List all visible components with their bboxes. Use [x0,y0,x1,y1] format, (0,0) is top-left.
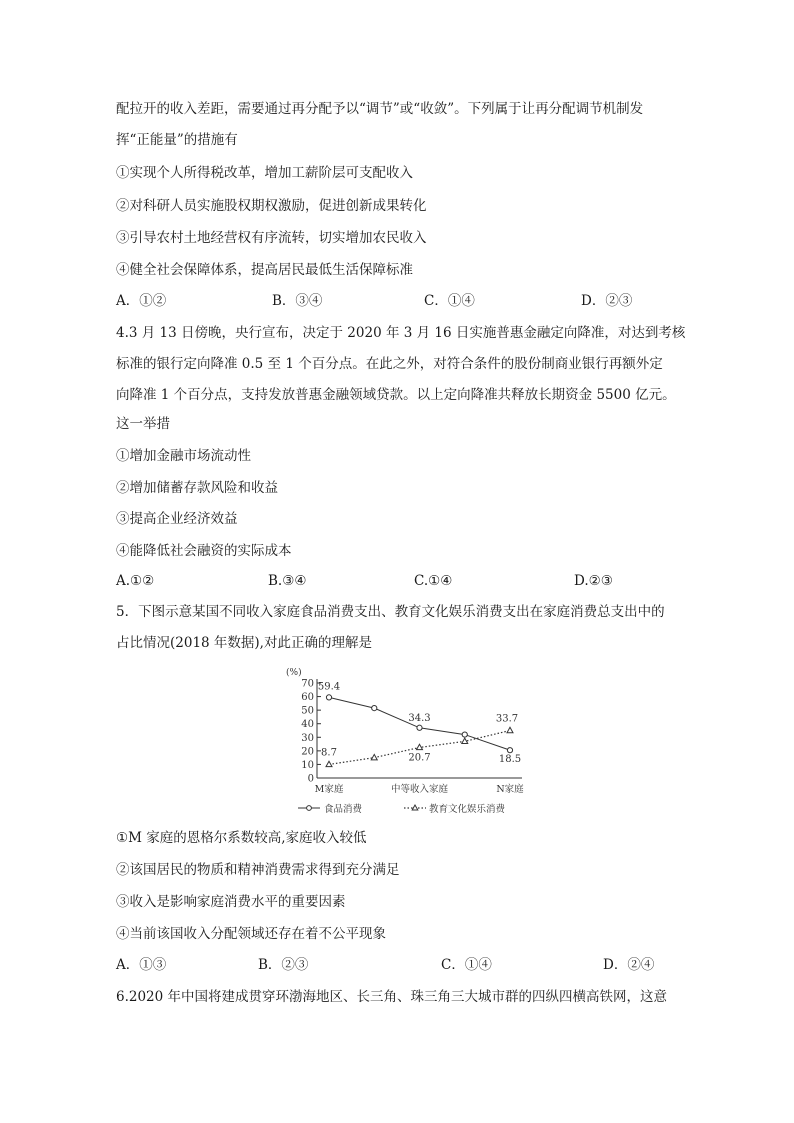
q3-statement-4: ④健全社会保障体系，提高居民最低生活保障标准 [116,262,413,278]
q3-option-a[interactable]: A．①② [116,293,167,309]
food-data-point [372,706,377,711]
y-tick-label: 0 [307,773,314,785]
data-label: 34.3 [408,712,431,724]
q3-option-b[interactable]: B．③④ [272,293,323,309]
education-data-point [371,754,377,759]
q6-stem-line-1: 6.2020 年中国将建成贯穿环渤海地区、长三角、珠三角三大城市群的四纵四横高铁网，这意 [116,989,668,1005]
chart-y-ticks [301,679,321,785]
q4-option-b[interactable]: B.③④ [268,573,307,589]
q5-statement-4: ④当前该国收入分配领域还存在着不公平现象 [116,926,386,942]
q5-stem-line-2: 占比情况(2018 年数据),对此正确的理解是 [116,635,372,651]
q5-option-d[interactable]: D．②④ [603,957,655,973]
y-tick-label: 70 [301,678,314,690]
education-data-point [326,761,332,766]
q5-statement-1: ①M 家庭的恩格尔系数较高,家庭收入较低 [116,830,367,846]
y-tick-label: 30 [301,732,314,744]
data-label: 59.4 [317,681,341,693]
q3-stem-line-2: 挥“正能量”的措施有 [116,132,238,148]
q4-statement-3: ③提高企业经济效益 [116,511,238,527]
q4-stem-line-2: 标准的银行定向降准 0.5 至 1 个百分点。在此之外，对符合条件的股份制商业银行再额外定 [116,356,663,372]
chart-x-ticks [315,783,525,795]
q4-option-d[interactable]: D.②③ [574,573,613,589]
y-tick-label: 50 [301,705,314,717]
data-label: 8.7 [321,747,337,759]
q3-statement-1: ①实现个人所得税改革，增加工薪阶层可支配收入 [116,165,413,181]
q3-stem-line-1: 配拉开的收入差距，需要通过再分配予以“调节”或“收敛”。下列属于让再分配调节机制发 [116,101,644,117]
chart-data-labels [318,681,521,765]
q3-statement-3: ③引导农村土地经营权有序流转，切实增加农民收入 [116,230,427,246]
education-data-point [417,744,423,749]
q5-statement-2: ②该国居民的物质和精神消费需求得到充分满足 [116,862,400,878]
food-data-point [326,695,331,700]
q5-option-c[interactable]: C．①④ [441,957,492,973]
q4-statement-4: ④能降低社会融资的实际成本 [116,543,292,559]
q5-option-b[interactable]: B．②③ [258,957,309,973]
y-axis-unit-label: (%) [286,668,302,678]
y-tick-label: 60 [301,692,314,704]
q5-statement-3: ③收入是影响家庭消费水平的重要因素 [116,894,346,910]
q4-option-c[interactable]: C.①④ [414,573,453,589]
q4-stem-line-1: 4.3 月 13 日傍晚，央行宣布，决定于 2020 年 3 月 16 日实施普惠金融定向降准，对达到考核 [116,325,686,341]
legend-education-label: 教育文化娱乐消费 [429,804,506,815]
q4-statement-1: ①增加金融市场流动性 [116,448,251,464]
q4-statement-2: ②增加储蓄存款风险和收益 [116,480,278,496]
x-tick-label: N家庭 [496,784,524,795]
q5-stem-line-1: 5．下图示意某国不同收入家庭食品消费支出、教育文化娱乐消费支出在家庭消费总支出中的 [116,604,665,620]
q4-stem-line-4: 这一举措 [116,416,170,432]
consumption-share-line-chart [286,664,526,822]
y-tick-label: 10 [301,759,314,771]
data-label: 18.5 [498,754,522,766]
q3-option-c[interactable]: C．①④ [424,293,475,309]
food-data-point [417,725,422,730]
x-tick-label: 中等收入家庭 [390,784,449,795]
chart-legend [298,803,506,815]
legend-food-label: 食品消费 [324,804,363,815]
food-data-point [462,732,467,737]
education-data-point [462,738,468,743]
education-data-point [507,727,513,732]
x-tick-label: M家庭 [314,784,344,795]
y-tick-label: 20 [301,746,314,758]
q3-statement-2: ②对科研人员实施股权期权激励，促进创新成果转化 [116,198,427,214]
legend-education-swatch-marker [412,805,418,810]
data-label: 20.7 [408,752,431,764]
q5-option-a[interactable]: A．①③ [116,957,167,973]
food-data-point [507,748,512,753]
q4-stem-line-3: 向降准 1 个百分点，支持发放普惠金融领域贷款。以上定向降准共释放长期资金 5500 亿元。 [116,387,676,403]
legend-food-swatch-marker [307,806,312,811]
data-label: 33.7 [495,713,519,725]
q3-option-d[interactable]: D．②③ [581,293,633,309]
y-tick-label: 40 [301,719,314,731]
q4-option-a[interactable]: A.①② [116,573,155,589]
